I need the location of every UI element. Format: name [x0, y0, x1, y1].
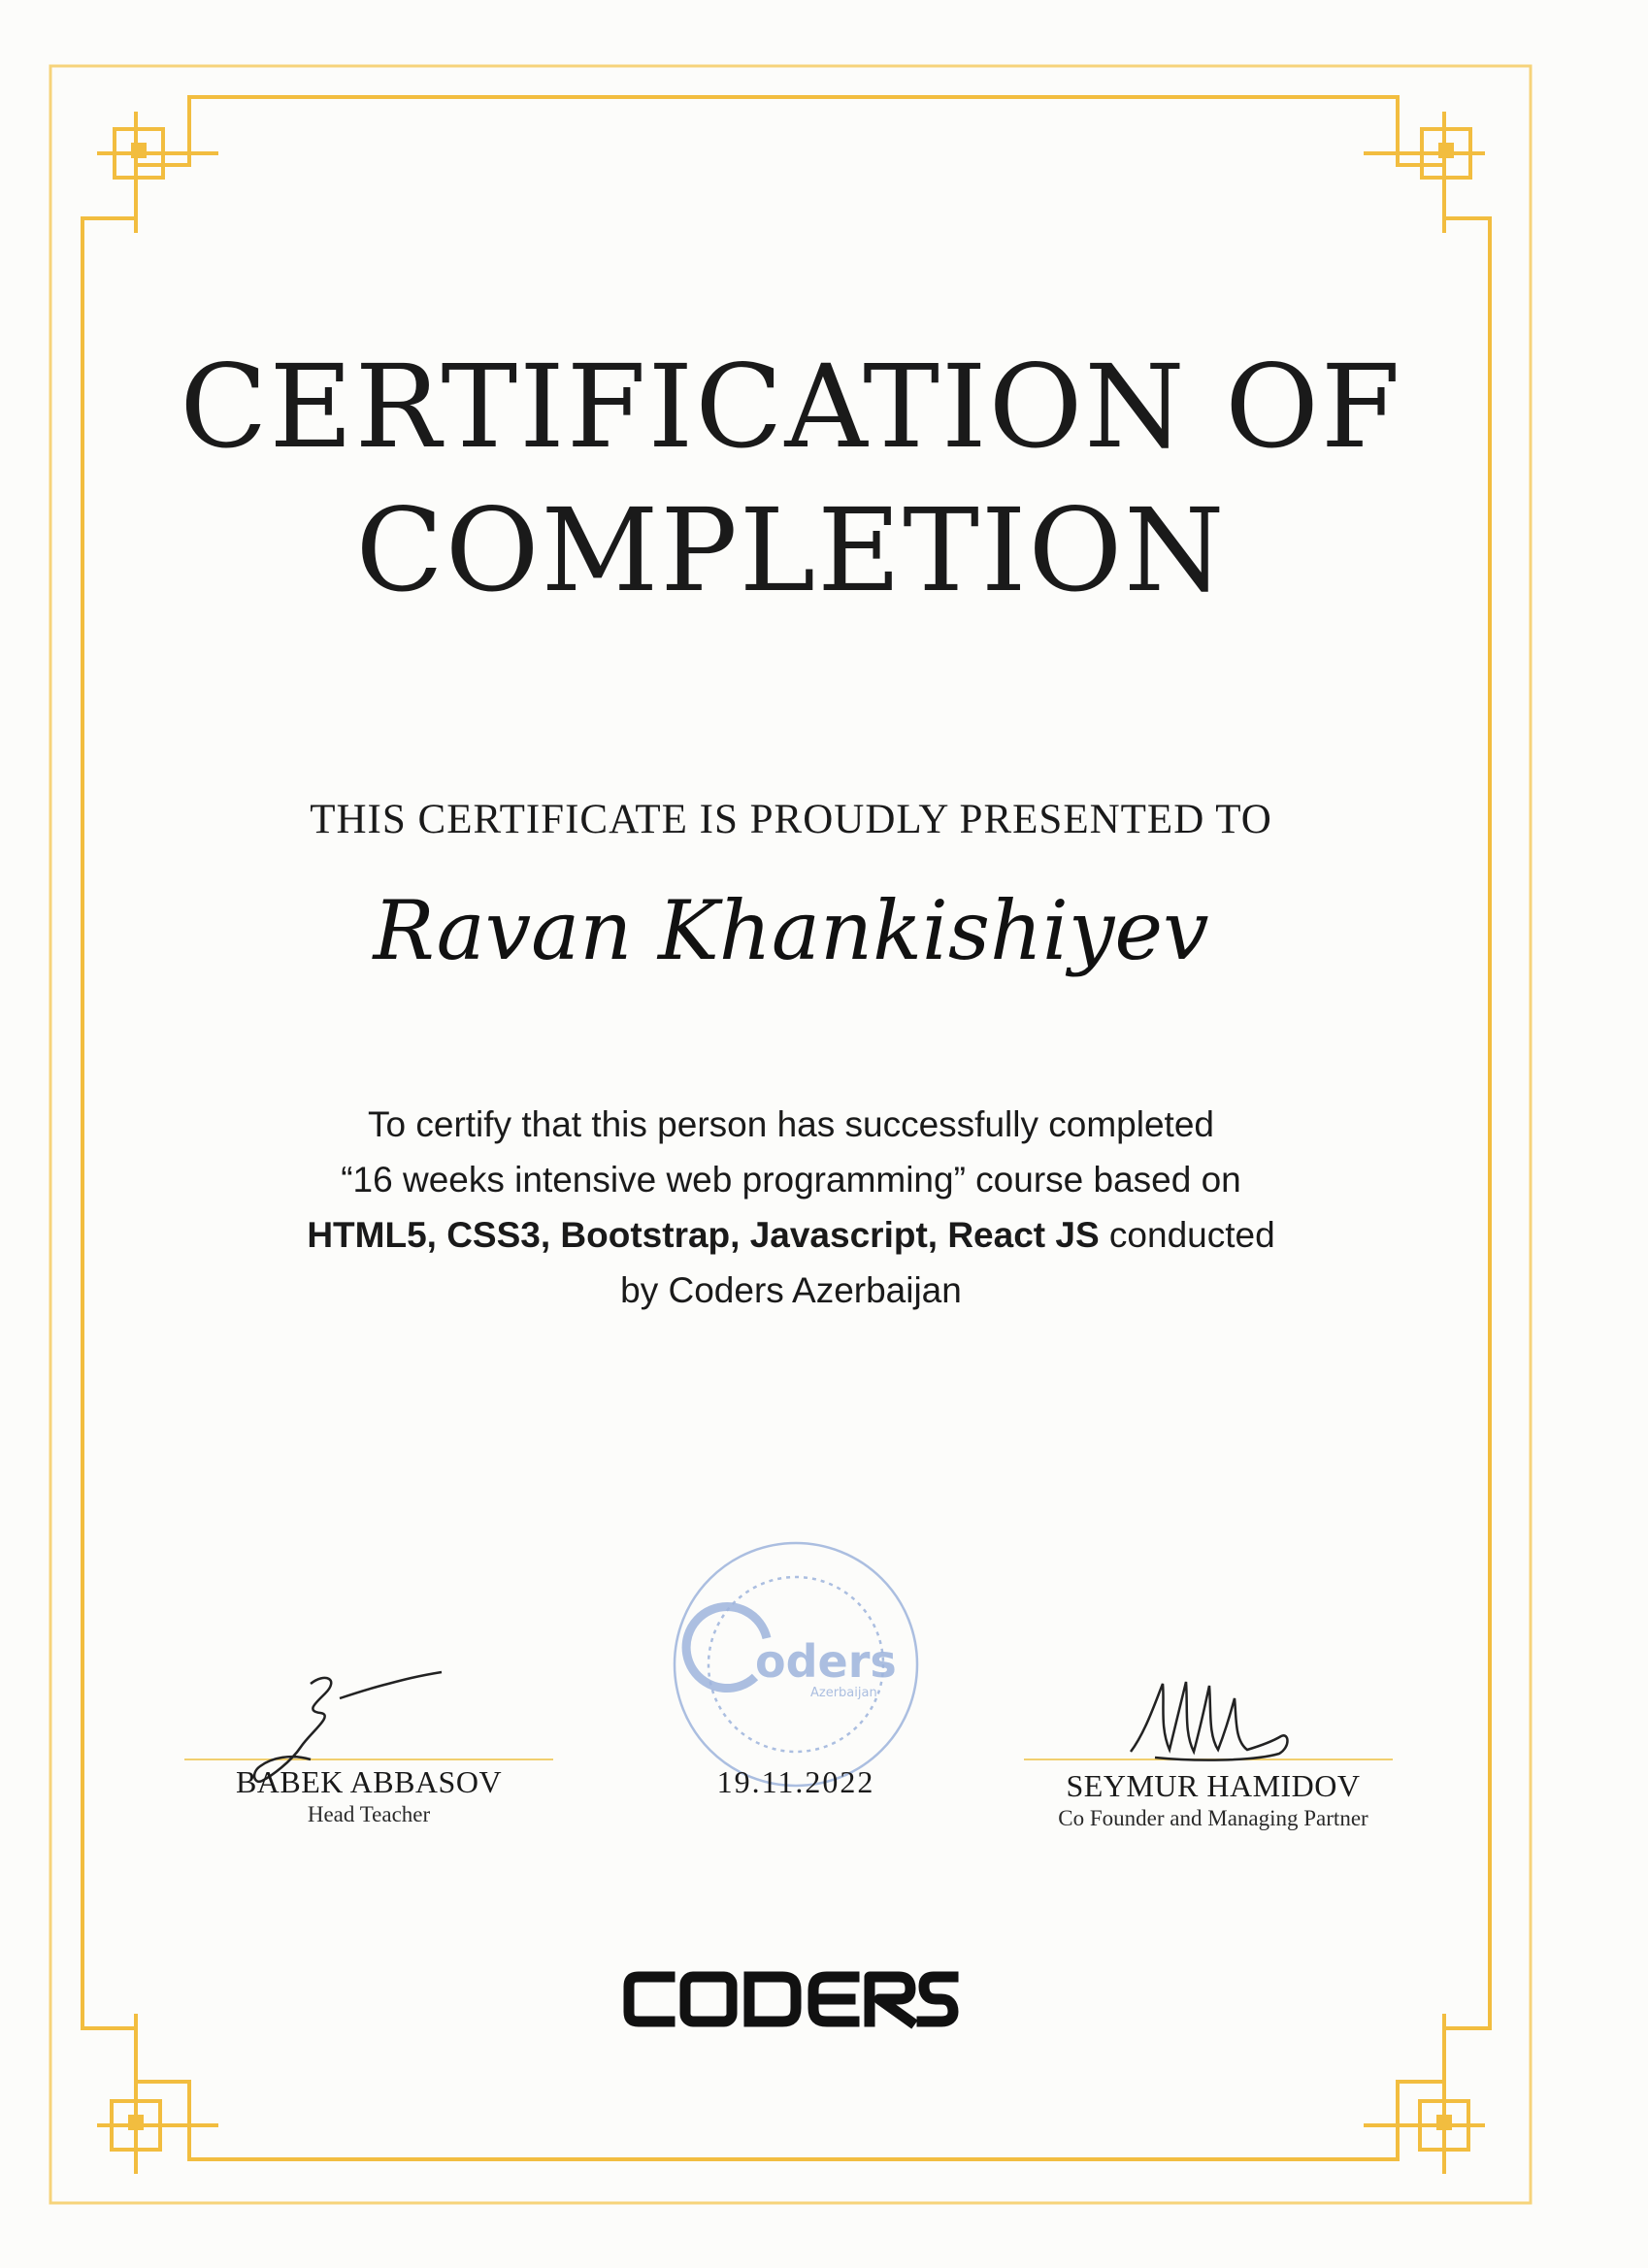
stamp-subtext: Azerbaijan	[810, 1686, 877, 1700]
title-line-2: COMPLETION	[355, 483, 1227, 617]
course-technologies: HTML5, CSS3, Bootstrap, Javascript, React JS	[307, 1215, 1100, 1255]
body-line-3-rest: conducted	[1099, 1215, 1275, 1255]
title-line-1: CERTIFICATION OF	[180, 340, 1402, 474]
presented-to-label: THIS CERTIFICATE IS PROUDLY PRESENTED TO	[310, 797, 1272, 842]
certificate-title	[0, 335, 1582, 622]
recipient-name: Ravan Khankishiyev	[373, 883, 1209, 978]
right-signature	[1116, 1664, 1310, 1771]
certificate-body	[194, 1097, 1388, 1318]
body-line-1: To certify that this person has successfully completed	[368, 1104, 1214, 1144]
stamp-text: oders	[755, 1635, 897, 1688]
right-signatory-name: SEYMUR HAMIDOV	[1066, 1768, 1361, 1803]
right-signatory	[1009, 1768, 1417, 1831]
body-line-3	[194, 1207, 1388, 1263]
left-signatory	[184, 1764, 553, 1827]
left-signatory-role: Head Teacher	[307, 1802, 431, 1826]
body-line-4: by Coders Azerbaijan	[620, 1270, 962, 1310]
coders-logo	[621, 1965, 961, 2033]
body-line-2: “16 weeks intensive web programming” course based on	[341, 1160, 1241, 1200]
company-stamp	[641, 1524, 951, 1805]
right-signatory-role: Co Founder and Managing Partner	[1058, 1806, 1368, 1830]
issue-date: 19.11.2022	[716, 1764, 875, 1799]
left-signatory-name: BABEK ABBASOV	[235, 1764, 503, 1799]
